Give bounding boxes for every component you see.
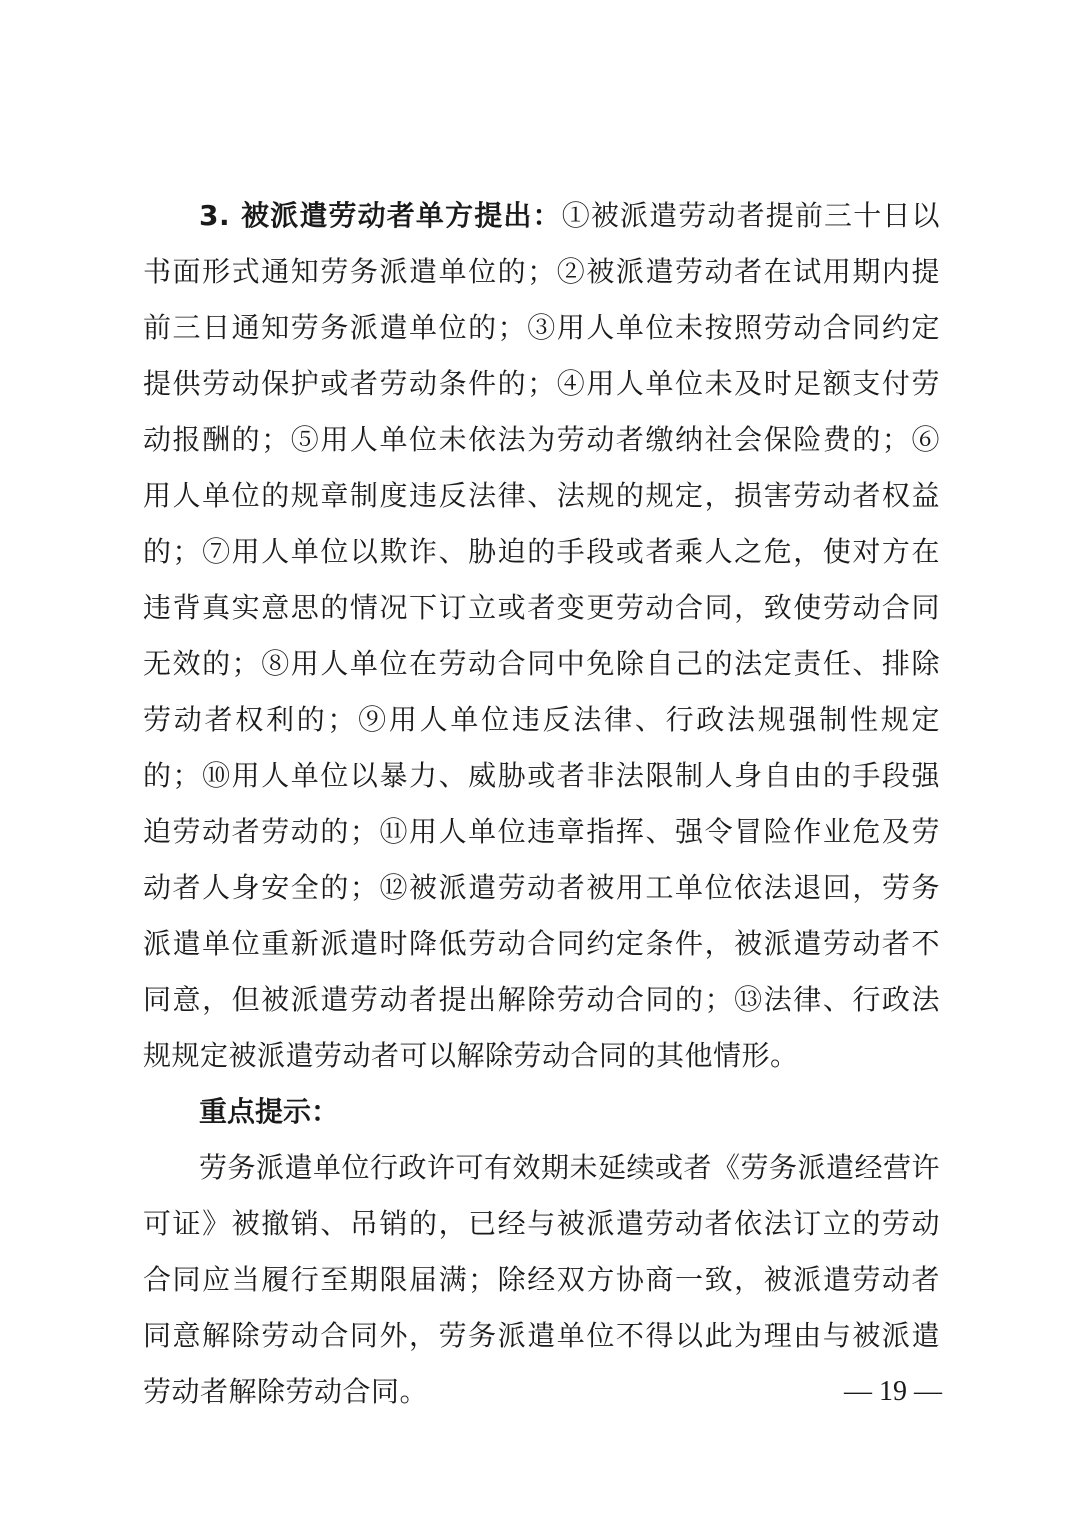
paragraph-termination-reasons bbox=[143, 188, 940, 1084]
paragraph-lead: 3. 被派遣劳动者单方提出： bbox=[199, 199, 562, 232]
paragraph-body: ①被派遣劳动者提前三十日以书面形式通知劳务派遣单位的；②被派遣劳动者在试用期内提前三日通知劳务派遣单位的；③用人单位未按照劳动合同约定提供劳动保护或者劳动条件的；④用人单位未及时足额支付劳动报酬的；⑤用人单位未依法为劳动者缴纳社会保险费的；⑥用人单位的规章制度违反法律、法规的规定，损害劳动者权益的；⑦用人单位以欺诈、胁迫的手段或者乘人之危，使对方在违背真实意思的情况下订立或者变更劳动合同，致使劳动合同无效的；⑧用人单位在劳动合同中免除自己的法定责任、排除劳动者权利的；⑨用人单位违反法律、行政法规强制性规定的；⑩用人单位以暴力、威胁或者非法限制人身自由的手段强迫劳动者劳动的；⑪用人单位违章指挥、强令冒险作业危及劳动者人身安全的；⑫被派遣劳动者被用工单位依法退回，劳务派遣单位重新派遣时降低劳动合同约定条件，被派遣劳动者不同意，但被派遣劳动者提出解除劳动合同的；⑬法律、行政法规规定被派遣劳动者可以解除劳动合同的其他情形。 bbox=[143, 199, 940, 1072]
key-tip-body: 劳务派遣单位行政许可有效期未延续或者《劳务派遣经营许可证》被撤销、吊销的，已经与被派遣劳动者依法订立的劳动合同应当履行至期限届满；除经双方协商一致，被派遣劳动者同意解除劳动合同外，劳务派遣单位不得以此为理由与被派遣劳动者解除劳动合同。 bbox=[143, 1151, 941, 1408]
page-number: — 19 — bbox=[844, 1376, 942, 1407]
document-page bbox=[143, 188, 940, 1420]
key-tip-heading: 重点提示： bbox=[199, 1095, 340, 1128]
